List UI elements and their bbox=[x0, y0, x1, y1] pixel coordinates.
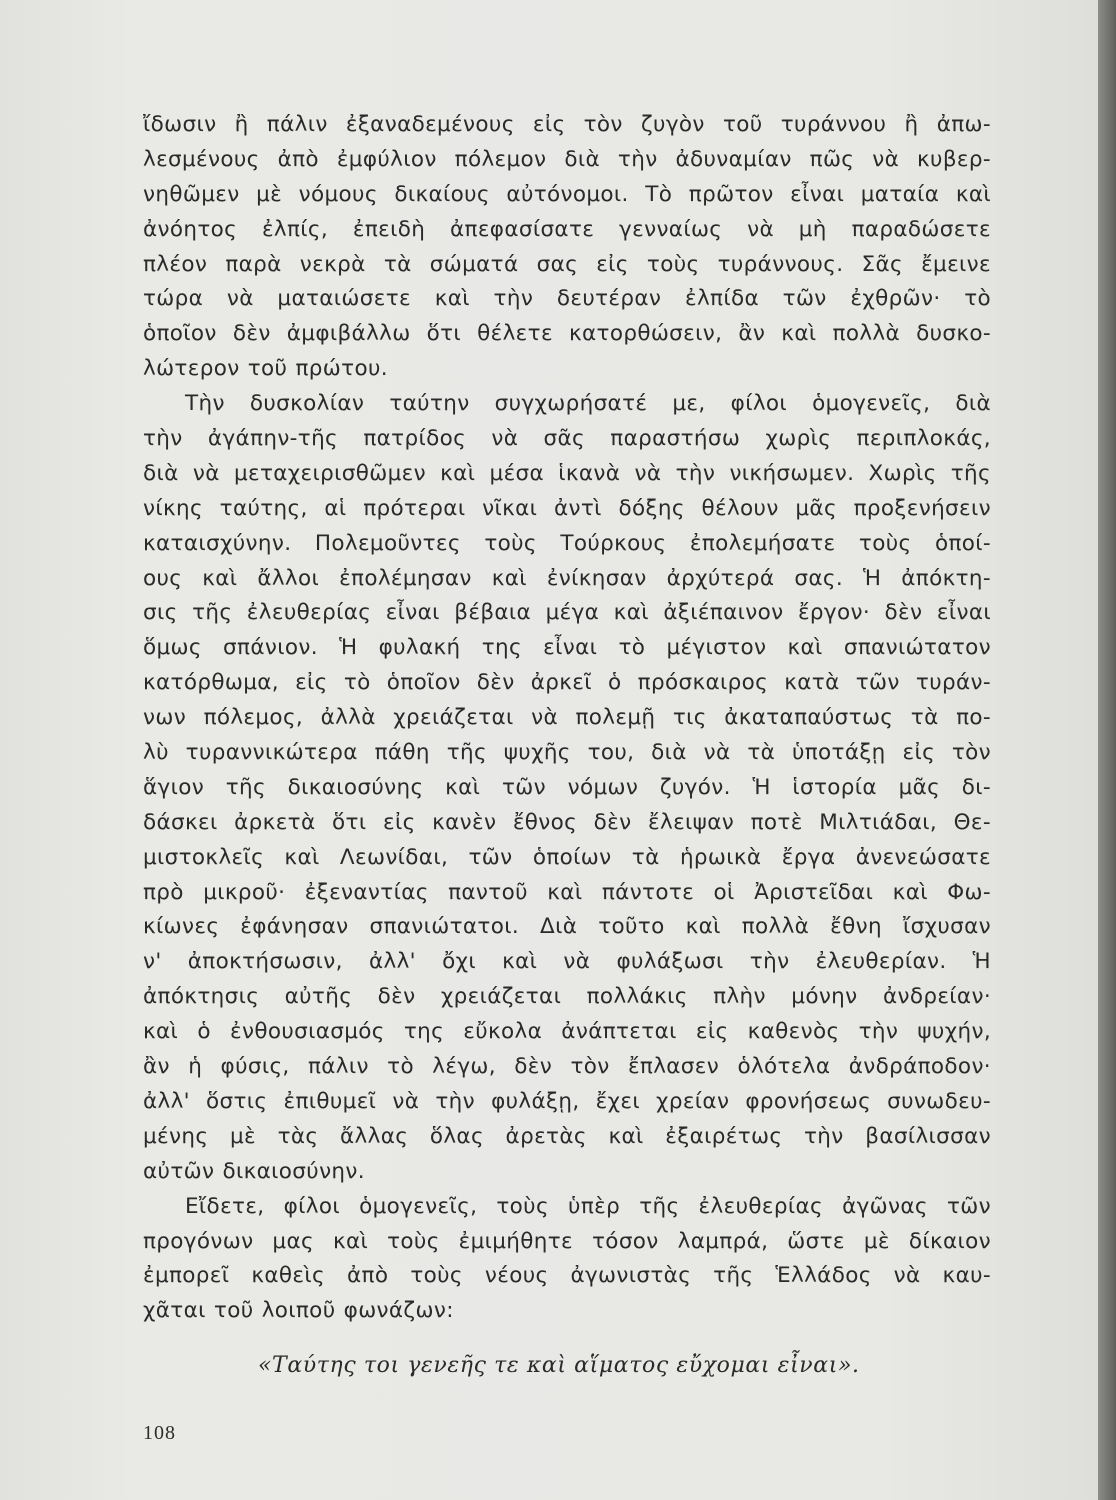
text-line: ἂν ἡ φύσις, πάλιν τὸ λέγω, δὲν τὸν ἔπλασεν ὁλότελα ἀνδράποδον· bbox=[143, 1054, 991, 1080]
page-number: 108 bbox=[143, 1422, 176, 1444]
text-line: πρὸ μικροῦ· ἐξεναντίας παντοῦ καὶ πάντοτε οἱ Ἀριστεῖδαι καὶ Φω- bbox=[143, 879, 991, 905]
text-line: προγόνων μας καὶ τοὺς ἐμιμήθητε τόσον λαμπρά, ὥστε μὲ δίκαιον bbox=[143, 1228, 991, 1254]
text-line: νίκης ταύτης, αἱ πρότεραι νῖκαι ἀντὶ δόξης θέλουν μᾶς προξενήσειν bbox=[143, 495, 991, 521]
text-line: νηθῶμεν μὲ νόμους δικαίους αὐτόνομοι. Τὸ πρῶτον εἶναι ματαία καὶ bbox=[143, 181, 991, 207]
text-line: Τὴν δυσκολίαν ταύτην συγχωρήσατέ με, φίλοι ὁμογενεῖς, διὰ bbox=[185, 391, 991, 417]
text-line: διὰ νὰ μεταχειρισθῶμεν καὶ μέσα ἱκανὰ νὰ τὴν νικήσωμεν. Χωρὶς τῆς bbox=[143, 460, 991, 486]
text-line: πλέον παρὰ νεκρὰ τὰ σώματά σας εἰς τοὺς τυράννους. Σᾶς ἔμεινε bbox=[143, 251, 991, 277]
text-line: λώτερον τοῦ πρώτου. bbox=[143, 356, 388, 382]
text-line: καταισχύνην. Πολεμοῦντες τοὺς Τούρκους ἐπολεμήσατε τοὺς ὁποί- bbox=[143, 530, 991, 556]
text-line: λὺ τυραννικώτερα πάθη τῆς ψυχῆς του, διὰ νὰ τὰ ὑποτάξῃ εἰς τὸν bbox=[143, 740, 991, 766]
text-line: αὐτῶν δικαιοσύνην. bbox=[143, 1158, 365, 1184]
spine-shadow bbox=[1098, 0, 1116, 1500]
text-line: τώρα νὰ ματαιώσετε καὶ τὴν δευτέραν ἐλπίδα τῶν ἐχθρῶν· τὸ bbox=[143, 286, 991, 312]
text-line: νων πόλεμος, ἀλλὰ χρειάζεται νὰ πολεμῇ τις ἀκαταπαύστως τὰ πο- bbox=[143, 705, 991, 731]
paragraph bbox=[143, 108, 991, 387]
text-line: Εἴδετε, φίλοι ὁμογενεῖς, τοὺς ὑπὲρ τῆς ἐλευθερίας ἀγῶνας τῶν bbox=[185, 1193, 991, 1219]
text-line: ν' ἀποκτήσωσιν, ἀλλ' ὄχι καὶ νὰ φυλάξωσι τὴν ἐλευθερίαν. Ἡ bbox=[143, 949, 991, 975]
text-line: ους καὶ ἄλλοι ἐπολέμησαν καὶ ἐνίκησαν ἀρχύτερά σας. Ἡ ἀπόκτη- bbox=[143, 565, 991, 591]
text-line: ὅμως σπάνιον. Ἡ φυλακή της εἶναι τὸ μέγιστον καὶ σπανιώτατον bbox=[143, 635, 991, 661]
text-line: κατόρθωμα, εἰς τὸ ὁποῖον δὲν ἀρκεῖ ὁ πρόσκαιρος κατὰ τῶν τυράν- bbox=[143, 670, 991, 696]
text-line: χᾶται τοῦ λοιποῦ φωνάζων: bbox=[143, 1298, 454, 1324]
text-line: μιστοκλεῖς καὶ Λεωνίδαι, τῶν ὁποίων τὰ ἡρωικὰ ἔργα ἀνενεώσατε bbox=[143, 844, 991, 870]
text-line: ἀνόητος ἐλπίς, ἐπειδὴ ἀπεφασίσατε γενναίως νὰ μὴ παραδώσετε bbox=[143, 216, 991, 242]
text-line: κίωνες ἐφάνησαν σπανιώτατοι. Διὰ τοῦτο καὶ πολλὰ ἔθνη ἴσχυσαν bbox=[143, 914, 991, 940]
text-line: δάσκει ἀρκετὰ ὅτι εἰς κανὲν ἔθνος δὲν ἔλειψαν ποτὲ Μιλτιάδαι, Θε- bbox=[143, 809, 991, 835]
text-line: καὶ ὁ ἐνθουσιασμός της εὔκολα ἀνάπτεται εἰς καθενὸς τὴν ψυχήν, bbox=[143, 1019, 991, 1045]
text-line: ἀλλ' ὅστις ἐπιθυμεῖ νὰ τὴν φυλάξῃ, ἔχει χρείαν φρονήσεως συνωδευ- bbox=[143, 1088, 991, 1114]
text-line: ἀπόκτησις αὐτῆς δὲν χρειάζεται πολλάκις πλὴν μόνην ἀνδρείαν· bbox=[143, 984, 991, 1010]
text-line: σις τῆς ἐλευθερίας εἶναι βέβαια μέγα καὶ ἀξιέπαινον ἔργον· δὲν εἶναι bbox=[143, 600, 991, 626]
text-line: ἐμπορεῖ καθεὶς ἀπὸ τοὺς νέους ἀγωνιστὰς τῆς Ἑλλάδος νὰ καυ- bbox=[143, 1263, 991, 1289]
paragraph bbox=[143, 387, 991, 1189]
text-line: λεσμένους ἀπὸ ἐμφύλιον πόλεμον διὰ τὴν ἀδυναμίαν πῶς νὰ κυβερ- bbox=[143, 146, 991, 172]
text-line: ἴδωσιν ἢ πάλιν ἐξαναδεμένους εἰς τὸν ζυγὸν τοῦ τυράννου ἢ ἀπω- bbox=[143, 112, 991, 137]
text-line: μένης μὲ τὰς ἄλλας ὅλας ἀρετὰς καὶ ἐξαιρέτως τὴν βασίλισσαν bbox=[143, 1123, 991, 1149]
body-text bbox=[143, 108, 991, 1329]
text-line: ὁποῖον δὲν ἀμφιβάλλω ὅτι θέλετε κατορθώσειν, ἂν καὶ πολλὰ δυσκο- bbox=[143, 321, 991, 347]
text-line: τὴν ἀγάπην-τῆς πατρίδος νὰ σᾶς παραστήσω χωρὶς περιπλοκάς, bbox=[143, 426, 991, 452]
text-line: ἅγιον τῆς δικαιοσύνης καὶ τῶν νόμων ζυγόν. Ἡ ἱστορία μᾶς δι- bbox=[143, 774, 991, 800]
homeric-quote: «Ταύτης τοι γενεῆς τε καὶ αἵματος εὔχομαι εἶναι». bbox=[258, 1353, 860, 1378]
paragraph bbox=[143, 1190, 991, 1330]
